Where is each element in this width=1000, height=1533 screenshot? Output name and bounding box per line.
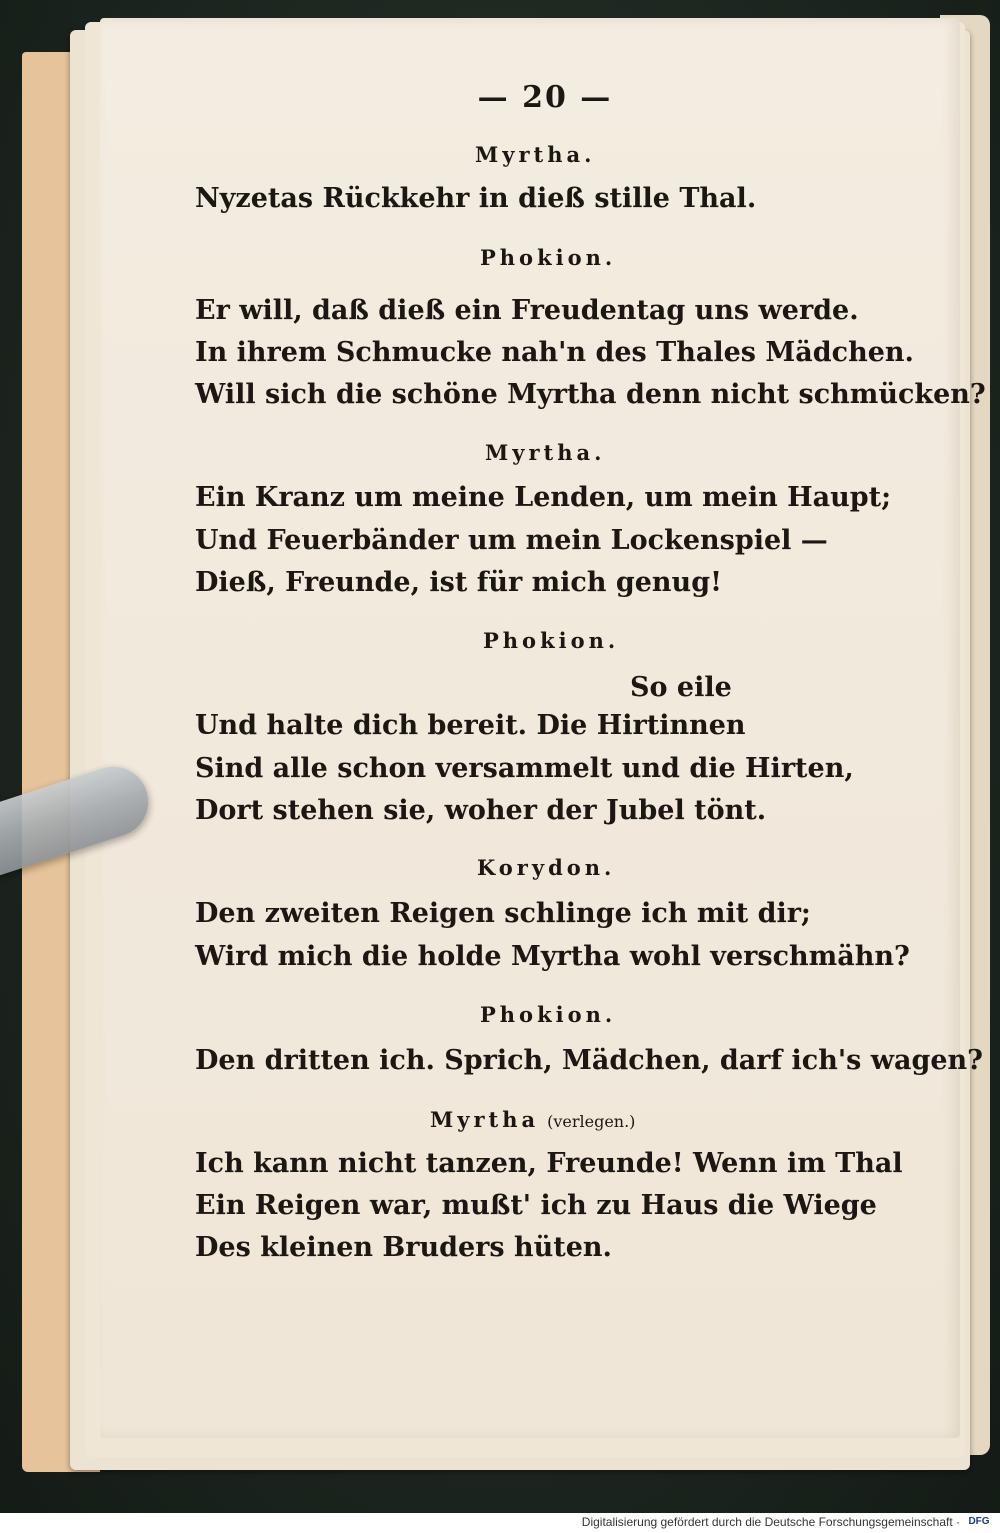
speaker-label: Phokion. xyxy=(480,1002,617,1027)
speaker-label: Phokion. xyxy=(480,245,617,270)
verse-line-right: So eile xyxy=(630,672,732,703)
verse-line: Und Feuerbänder um mein Lockenspiel — xyxy=(195,525,828,556)
verse-line: Und halte dich bereit. Die Hirtinnen xyxy=(195,710,746,741)
verse-line: Des kleinen Bruders hüten. xyxy=(195,1232,612,1263)
verse-line: Dort stehen sie, woher der Jubel tönt. xyxy=(195,795,767,826)
page-number: — 20 — xyxy=(477,80,613,115)
verse-line: Dieß, Freunde, ist für mich genug! xyxy=(195,567,722,598)
verse-line: Nyzetas Rückkehr in dieß stille Thal. xyxy=(195,183,757,214)
speaker-label: Phokion. xyxy=(483,628,620,653)
verse-line: Will sich die schöne Myrtha denn nicht schmücken? xyxy=(195,379,986,410)
speaker-name: Myrtha xyxy=(430,1107,540,1132)
footer-credit: Digitalisierung gefördert durch die Deutsche Forschungsgemeinschaft · xyxy=(581,1515,960,1529)
speaker-label: Myrtha. xyxy=(485,440,606,465)
dfg-logo: DFG xyxy=(968,1516,990,1527)
verse-line: Wird mich die holde Myrtha wohl verschmähn? xyxy=(195,941,910,972)
verse-line: Ich kann nicht tanzen, Freunde! Wenn im Thal xyxy=(195,1148,903,1179)
speaker-label: Myrtha. xyxy=(475,142,596,167)
verse-line: Den dritten ich. Sprich, Mädchen, darf ich's wagen? xyxy=(195,1045,983,1076)
speaker-label-with-direction xyxy=(430,1107,635,1132)
verse-line: Den zweiten Reigen schlinge ich mit dir; xyxy=(195,898,811,929)
verse-line: Er will, daß dieß ein Freudentag uns werde. xyxy=(195,295,859,326)
speaker-label: Korydon. xyxy=(477,855,616,880)
verse-line: Ein Reigen war, mußt' ich zu Haus die Wiege xyxy=(195,1190,877,1221)
verse-line: Sind alle schon versammelt und die Hirten, xyxy=(195,753,854,784)
verse-line: Ein Kranz um meine Lenden, um mein Haupt; xyxy=(195,482,892,513)
verse-line: In ihrem Schmucke nah'n des Thales Mädchen. xyxy=(195,337,914,368)
stage-direction: (verlegen.) xyxy=(547,1112,636,1131)
